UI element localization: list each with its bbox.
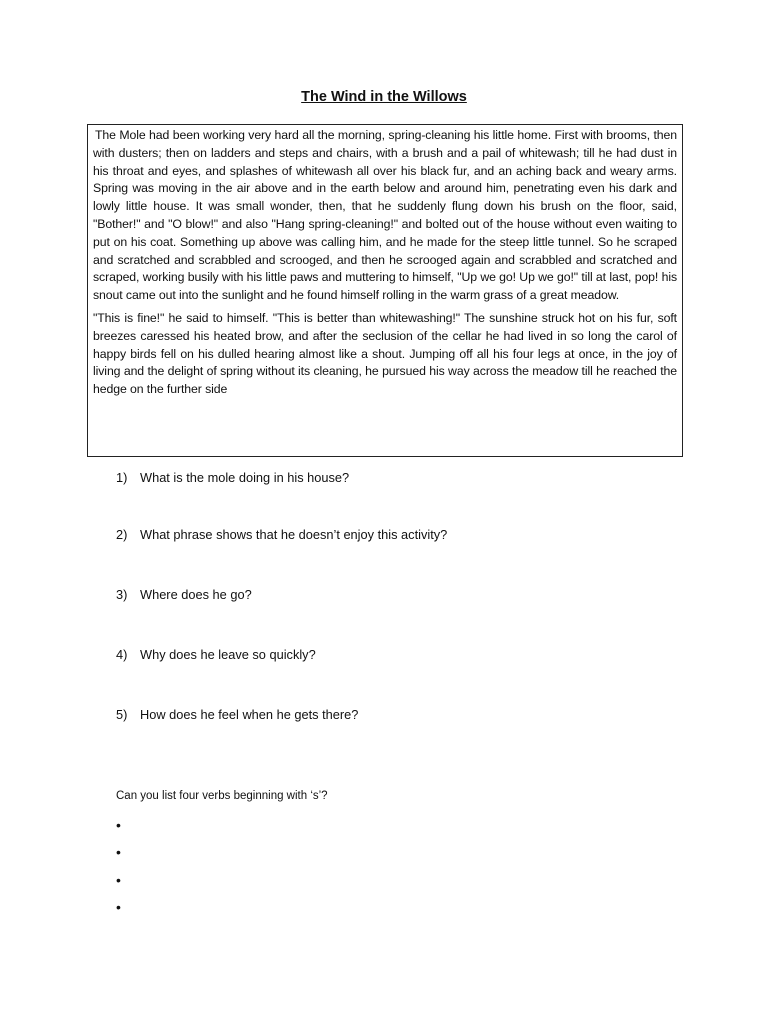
question-text: Where does he go? bbox=[140, 587, 252, 602]
question-number: 1) bbox=[116, 470, 128, 485]
bullet-point: • bbox=[116, 844, 121, 860]
question-number: 4) bbox=[116, 647, 128, 662]
question-item bbox=[116, 647, 316, 662]
verb-prompt: Can you list four verbs beginning with ‘s’? bbox=[116, 790, 328, 802]
passage-box bbox=[87, 124, 683, 457]
question-text: Why does he leave so quickly? bbox=[140, 647, 316, 662]
question-number: 5) bbox=[116, 707, 128, 722]
question-text: What phrase shows that he doesn’t enjoy this activity? bbox=[140, 527, 448, 542]
question-number: 3) bbox=[116, 587, 128, 602]
question-text: How does he feel when he gets there? bbox=[140, 707, 359, 722]
document-title: The Wind in the Willows bbox=[301, 89, 467, 105]
question-item bbox=[116, 527, 447, 542]
passage-paragraph-1: The Mole had been working very hard all the morning, spring-cleaning his little home. First with brooms, then with dusters; then on ladders and steps and chairs, with a brush and a pail of whitewash; till he had dust in his throat and eyes, and splashes of whitewash all over his black fur, and an aching back and weary arms. Spring was moving in the air above and in the earth below and around him, penetrating even his dark and lowly little house. It was small wonder, then, that he suddenly flung down his brush on the floor, said, "Bother!" and "O blow!" and also "Hang spring-cleaning!" and bolted out of the house without even waiting to put on his coat. Something up above was calling him, and he made for the steep little tunnel. So he scraped and scratched and scrabbled and scrooged, and then he scrooged again and scrabbled and scratched and scraped, working busily with his little paws and muttering to himself, "Up we go! Up we go!" till at last, pop! his snout came out into the sunlight and he found himself rolling in the warm grass of a great meadow. bbox=[93, 128, 677, 303]
question-text: What is the mole doing in his house? bbox=[140, 470, 350, 485]
bullet-point: • bbox=[116, 872, 121, 888]
bullet-point: • bbox=[116, 899, 121, 915]
question-item bbox=[116, 470, 349, 485]
question-item bbox=[116, 587, 252, 602]
question-item bbox=[116, 707, 358, 722]
passage-paragraph-2: "This is fine!" he said to himself. "This is better than whitewashing!" The sunshine struck hot on his fur, soft breezes caressed his heated brow, and after the seclusion of the cellar he had lived in so long the carol of happy birds fell on his dulled hearing almost like a shout. Jumping off all his four legs at once, in the joy of living and the delight of spring without its cleaning, he pursued his way across the meadow till he reached the hedge on the further side bbox=[93, 310, 677, 397]
bullet-point: • bbox=[116, 817, 121, 833]
question-number: 2) bbox=[116, 527, 128, 542]
